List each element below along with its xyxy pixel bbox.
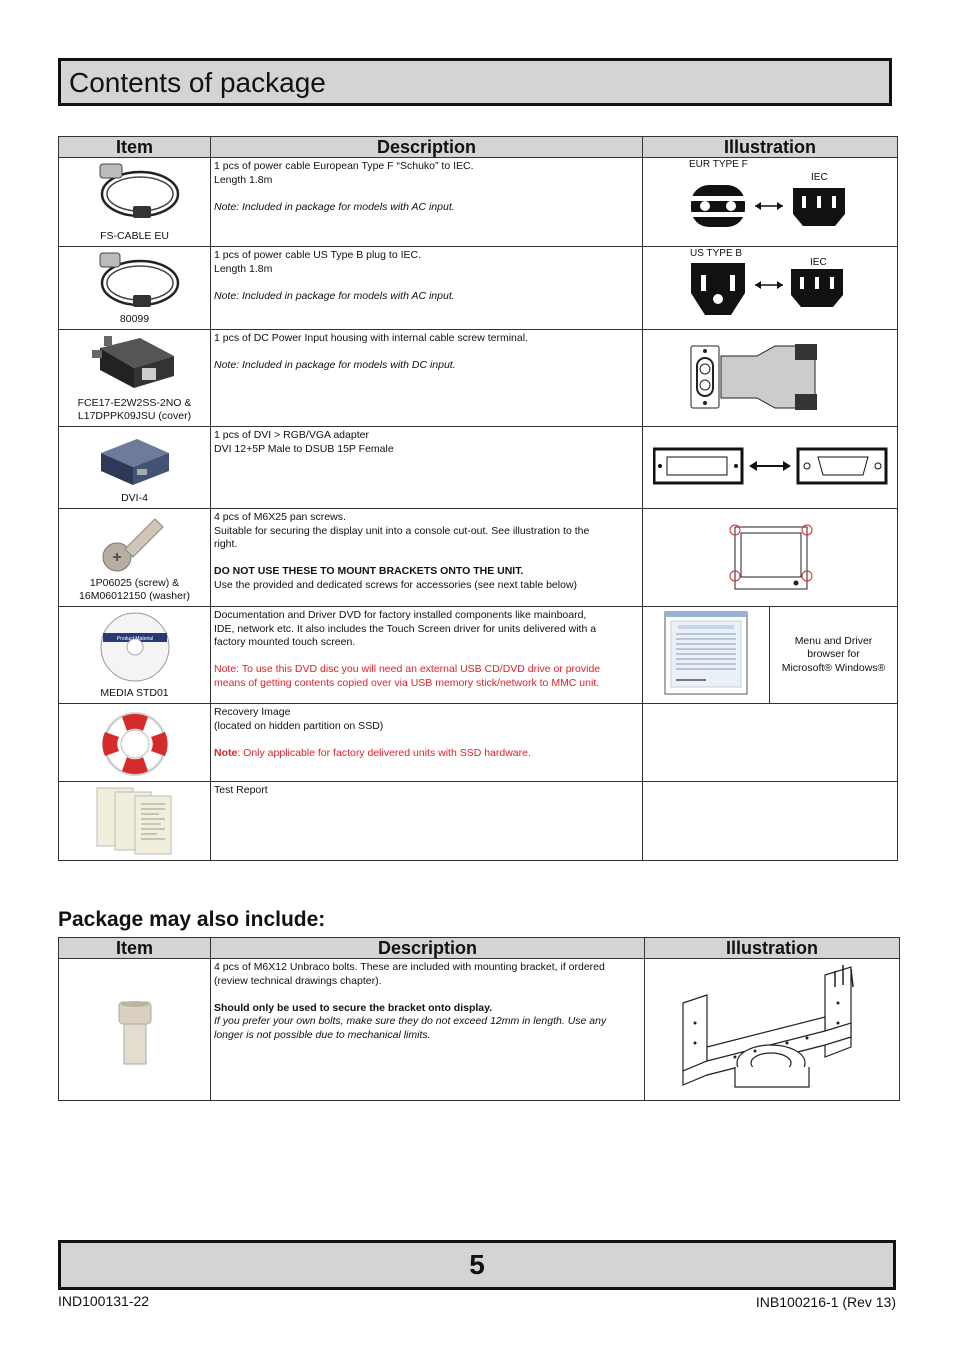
item-cell <box>59 959 211 1101</box>
desc-warning: Should only be used to secure the bracket onto display. <box>214 1001 493 1014</box>
illu-caption: Microsoft® Windows® <box>781 661 886 674</box>
illu-label: US TYPE B <box>690 248 743 259</box>
footer-doc-id-left: IND100131-22 <box>58 1293 150 1309</box>
desc-note: Note: To use this DVD disc you will need an external USB CD/DVD drive or provide <box>214 663 601 675</box>
header-item: Item <box>59 938 211 959</box>
table-row <box>59 158 898 247</box>
table-row <box>59 509 898 607</box>
desc-line: factory mounted touch screen. <box>214 636 356 648</box>
desc-note: Note: Included in package for models with AC input. <box>214 200 455 213</box>
desc-line: Length 1.8m <box>214 173 273 186</box>
desc-line: 4 pcs of M6X25 pan screws. <box>214 511 346 523</box>
description-cell <box>211 247 643 330</box>
header-description: Description <box>211 137 643 158</box>
footer-doc-id-right: INB100216-1 (Rev 13) <box>755 1294 896 1310</box>
unbraco-bolt-icon <box>115 1000 155 1066</box>
illu-caption: browser for <box>807 648 860 661</box>
test-report-documents-icon <box>93 786 177 856</box>
description-cell <box>211 704 643 782</box>
desc-line: 1 pcs of power cable European Type F “Schuko” to IEC. <box>214 160 474 172</box>
driver-browser-screenshot-icon <box>664 611 748 695</box>
desc-line: Suitable for securing the display unit into a console cut-out. See illustration to the <box>214 524 590 537</box>
package-contents-table <box>58 136 898 861</box>
desc-line: 1 pcs of power cable US Type B plug to IEC. <box>214 249 422 261</box>
table-header-row <box>59 938 900 959</box>
desc-note: Note: Included in package for models with AC input. <box>214 289 455 302</box>
optional-contents-table <box>58 937 900 1101</box>
power-cable-us-icon <box>85 251 185 313</box>
page-title-bar <box>58 58 892 106</box>
header-illustration: Illustration <box>643 137 898 158</box>
illustration-cell <box>645 959 900 1101</box>
illu-label: IEC <box>811 172 828 183</box>
header-description: Description <box>211 938 645 959</box>
desc-line: Use the provided and dedicated screws for accessories (see next table below) <box>214 578 578 591</box>
illustration-cell <box>643 509 898 607</box>
table-row <box>59 782 898 861</box>
table-row <box>59 704 898 782</box>
desc-warning: DO NOT USE THESE TO MOUNT BRACKETS ONTO THE UNIT. <box>214 565 524 577</box>
description-cell <box>211 509 643 607</box>
illustration-cell <box>643 704 898 782</box>
item-caption: MEDIA STD01 <box>100 687 169 699</box>
item-caption: 16M06012150 (washer) <box>79 590 190 602</box>
description-cell <box>211 427 643 509</box>
desc-line: Documentation and Driver DVD for factory installed components like mainboard, <box>214 609 587 621</box>
illustration-cell <box>643 330 898 427</box>
page-number: 5 <box>469 1249 485 1280</box>
illu-label: IEC <box>810 257 827 268</box>
power-cable-eu-icon <box>85 162 185 224</box>
item-caption: FS-CABLE EU <box>100 230 169 242</box>
us-plug-to-iec-icon <box>689 261 849 319</box>
desc-line: Test Report <box>214 784 268 796</box>
eur-plug-to-iec-icon <box>689 182 849 232</box>
dvi-to-vga-drawing-icon <box>653 447 889 487</box>
dc-power-housing-icon <box>90 334 180 394</box>
mounting-bracket-drawing-icon <box>675 963 869 1099</box>
illustration-cell <box>643 782 898 861</box>
desc-line: IDE, network etc. It also includes the Touch Screen driver for units delivered with a <box>214 622 597 635</box>
disc-label: Product Material <box>116 636 153 642</box>
pan-screw-icon <box>95 513 175 575</box>
note-label: Note <box>214 746 238 759</box>
table-row <box>59 330 898 427</box>
desc-line: 4 pcs of M6X12 Unbraco bolts. These are included with mounting bracket, if ordered <box>214 961 605 973</box>
item-caption: L17DPPK09JSU (cover) <box>77 410 192 422</box>
item-caption: 1P06025 (screw) & <box>89 577 180 589</box>
table-row <box>59 959 900 1101</box>
illustration-text-cell <box>770 607 898 704</box>
page-title: Contents of package <box>69 67 326 98</box>
desc-line: Recovery Image <box>214 706 291 718</box>
desc-line: DVI 12+5P Male to DSUB 15P Female <box>214 442 394 455</box>
header-item: Item <box>59 137 211 158</box>
illu-caption: Menu and Driver <box>794 634 873 647</box>
illustration-cell <box>643 158 898 247</box>
item-cell <box>59 427 211 509</box>
item-cell <box>59 607 211 704</box>
description-cell <box>211 782 643 861</box>
desc-line: 1 pcs of DVI > RGB/VGA adapter <box>214 429 369 441</box>
desc-line: (located on hidden partition on SSD) <box>214 719 384 732</box>
illustration-cell <box>643 607 770 704</box>
illu-label: EUR TYPE F <box>689 159 748 170</box>
item-cell <box>59 330 211 427</box>
section-title-optional: Package may also include: <box>58 908 326 931</box>
item-cell <box>59 509 211 607</box>
illustration-cell <box>643 247 898 330</box>
description-cell <box>211 959 645 1101</box>
item-caption-group <box>59 397 210 423</box>
description-cell <box>211 158 643 247</box>
table-row <box>59 607 898 704</box>
item-caption: DVI-4 <box>121 492 148 504</box>
desc-line: (review technical drawings chapter). <box>214 974 382 987</box>
item-caption: FCE17-E2W2SS-2NO & <box>77 397 192 409</box>
desc-note: If you prefer your own bolts, make sure they do not exceed 12mm in length. Use any <box>214 1015 607 1027</box>
desc-note: Note: Included in package for models with DC input. <box>214 359 456 371</box>
dvi-vga-adapter-icon <box>95 431 175 491</box>
item-cell <box>59 704 211 782</box>
item-cell <box>59 247 211 330</box>
desc-note: means of getting contents copied over via USB memory stick/network to MMC unit. <box>214 676 600 689</box>
page-number-bar <box>58 1240 896 1290</box>
item-cell <box>59 782 211 861</box>
desc-line: 1 pcs of DC Power Input housing with internal cable screw terminal. <box>214 332 528 344</box>
display-screw-positions-icon <box>729 521 813 595</box>
lifebuoy-icon <box>100 708 170 780</box>
table-header-row <box>59 137 898 158</box>
item-cell <box>59 158 211 247</box>
table-row <box>59 247 898 330</box>
desc-note: : Only applicable for factory delivered units with SSD hardware. <box>237 746 531 759</box>
dvd-disc-icon <box>97 611 173 683</box>
item-caption-group <box>59 577 210 603</box>
desc-note: longer is not possible due to mechanical limits. <box>214 1028 431 1041</box>
item-caption: 80099 <box>119 313 150 325</box>
desc-line: Length 1.8m <box>214 262 273 275</box>
description-cell <box>211 330 643 427</box>
header-illustration: Illustration <box>645 938 900 959</box>
table-row <box>59 427 898 509</box>
desc-line: right. <box>214 538 238 550</box>
illustration-cell <box>643 427 898 509</box>
dc-connector-drawing-icon <box>689 342 849 412</box>
description-cell <box>211 607 643 704</box>
